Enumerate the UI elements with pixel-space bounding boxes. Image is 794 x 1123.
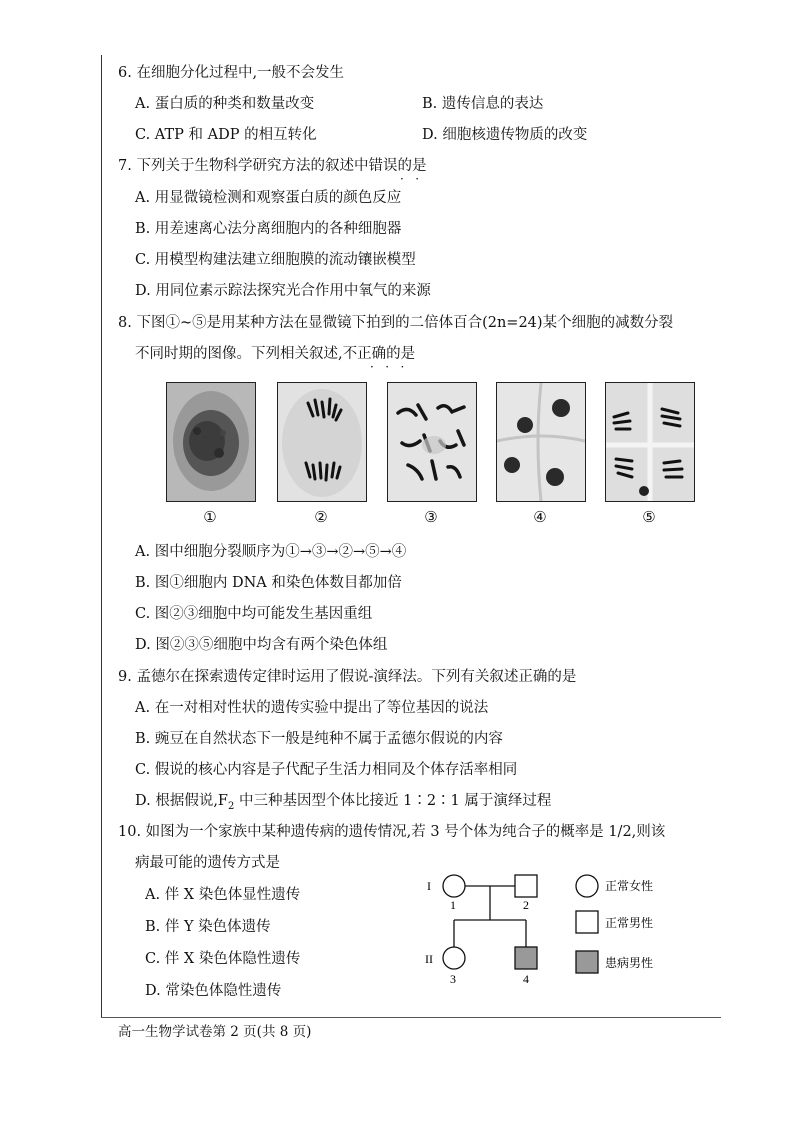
q6-option-b[interactable]: B. 遗传信息的表达: [422, 96, 544, 112]
q7-option-a[interactable]: A. 用显微镜检测和观察蛋白质的颜色反应: [135, 190, 402, 206]
individual-id-4: 4: [523, 972, 529, 986]
q10-stem-line2: 病最可能的遗传方式是: [135, 855, 280, 871]
q9-option-d[interactable]: [135, 791, 551, 817]
q10-option-d[interactable]: D. 常染色体隐性遗传: [145, 983, 282, 999]
legend-female-symbol: [576, 875, 598, 897]
q7-emphasis-dots: · ·: [400, 172, 420, 186]
q10-option-b[interactable]: B. 伴 Y 染色体遗传: [145, 919, 271, 935]
q8-stem-line2-post: 的是: [386, 346, 416, 362]
q6-stem: 6. 在细胞分化过程中,一般不会发生: [118, 65, 345, 81]
q9-option-b[interactable]: B. 豌豆在自然状态下一般是纯种不属于孟德尔假说的内容: [135, 731, 503, 747]
individual-1-normal-female: [443, 875, 465, 897]
individual-4-affected-male: [515, 947, 537, 969]
q9-option-d-pre: D. 根据假说,F: [135, 793, 228, 809]
micrograph-1: [166, 382, 256, 502]
micrograph-label-5: ⑤: [642, 508, 656, 526]
q7-stem: [118, 156, 426, 176]
q8-option-d[interactable]: D. 图②③⑤细胞中均含有两个染色体组: [135, 637, 388, 653]
micrograph-3: [387, 382, 477, 502]
legend-affected-male: 患病男性: [605, 956, 654, 970]
generation-label-ii: II: [425, 952, 433, 966]
micrograph-label-1: ①: [203, 508, 217, 526]
q10-stem-line1: 10. 如图为一个家族中某种遗传病的遗传情况,若 3 号个体为纯合子的概率是 1/2,则该: [118, 824, 666, 840]
generation-label-i: I: [427, 879, 431, 893]
legend-normal-male: 正常男性: [605, 916, 654, 930]
footer-rule: [101, 1017, 721, 1018]
q7-stem-pre: 7. 下列关于生物科学研究方法的叙述中: [118, 158, 369, 174]
q10-option-c[interactable]: C. 伴 X 染色体隐性遗传: [145, 951, 301, 967]
q9-option-d-post: 中三种基因型个体比接近 1∶2∶1 属于演绎过程: [234, 793, 552, 809]
q9-option-d-subscript: 2: [228, 800, 235, 812]
micrograph-label-3: ③: [424, 508, 438, 526]
q6-option-a[interactable]: A. 蛋白质的种类和数量改变: [135, 96, 315, 112]
q8-emphasis-dots: · · ·: [370, 360, 405, 374]
q9-stem: 9. 孟德尔在探索遗传定律时运用了假说-演绎法。下列有关叙述正确的是: [118, 669, 577, 685]
q7-option-c[interactable]: C. 用模型构建法建立细胞膜的流动镶嵌模型: [135, 252, 416, 268]
q9-option-a[interactable]: A. 在一对相对性状的遗传实验中提出了等位基因的说法: [135, 700, 489, 716]
q8-stem-line2-pre: 不同时期的图像。下列相关叙述,: [135, 346, 343, 362]
individual-2-normal-male: [515, 875, 537, 897]
q7-option-b[interactable]: B. 用差速离心法分离细胞内的各种细胞器: [135, 221, 402, 237]
margin-rule: [101, 55, 102, 1017]
q8-option-c[interactable]: C. 图②③细胞中均可能发生基因重组: [135, 606, 373, 622]
individual-id-3: 3: [450, 972, 456, 986]
q8-stem-emphasis: 不正确: [342, 346, 387, 362]
legend-affected-symbol: [576, 951, 598, 973]
q8-option-a[interactable]: A. 图中细胞分裂顺序为①→③→②→⑤→④: [135, 544, 407, 560]
micrograph-2: [277, 382, 367, 502]
legend-male-symbol: [576, 911, 598, 933]
page-footer: 高一生物学试卷第 2 页(共 8 页): [118, 1024, 312, 1040]
micrograph-label-2: ②: [314, 508, 328, 526]
micrograph-4: [496, 382, 586, 502]
q9-option-c[interactable]: C. 假说的核心内容是子代配子生活力相同及个体存活率相同: [135, 762, 518, 778]
pedigree-chart: [415, 862, 715, 992]
q8-stem-line1: 8. 下图①~⑤是用某种方法在显微镜下拍到的二倍体百合(2n=24)某个细胞的减数分裂: [118, 315, 674, 331]
individual-id-2: 2: [523, 898, 529, 912]
q8-option-b[interactable]: B. 图①细胞内 DNA 和染色体数目都加倍: [135, 575, 402, 591]
q6-option-c[interactable]: C. ATP 和 ADP 的相互转化: [135, 127, 317, 143]
micrograph-label-4: ④: [533, 508, 547, 526]
micrograph-5: [605, 382, 695, 502]
q7-stem-emphasis: 错误: [368, 158, 398, 174]
individual-id-1: 1: [450, 898, 456, 912]
q6-option-d[interactable]: D. 细胞核遗传物质的改变: [422, 127, 588, 143]
individual-3-normal-female: [443, 947, 465, 969]
q7-option-d[interactable]: D. 用同位素示踪法探究光合作用中氧气的来源: [135, 283, 431, 299]
q7-stem-post: 的是: [397, 158, 427, 174]
q10-option-a[interactable]: A. 伴 X 染色体显性遗传: [145, 887, 301, 903]
legend-normal-female: 正常女性: [605, 879, 654, 893]
